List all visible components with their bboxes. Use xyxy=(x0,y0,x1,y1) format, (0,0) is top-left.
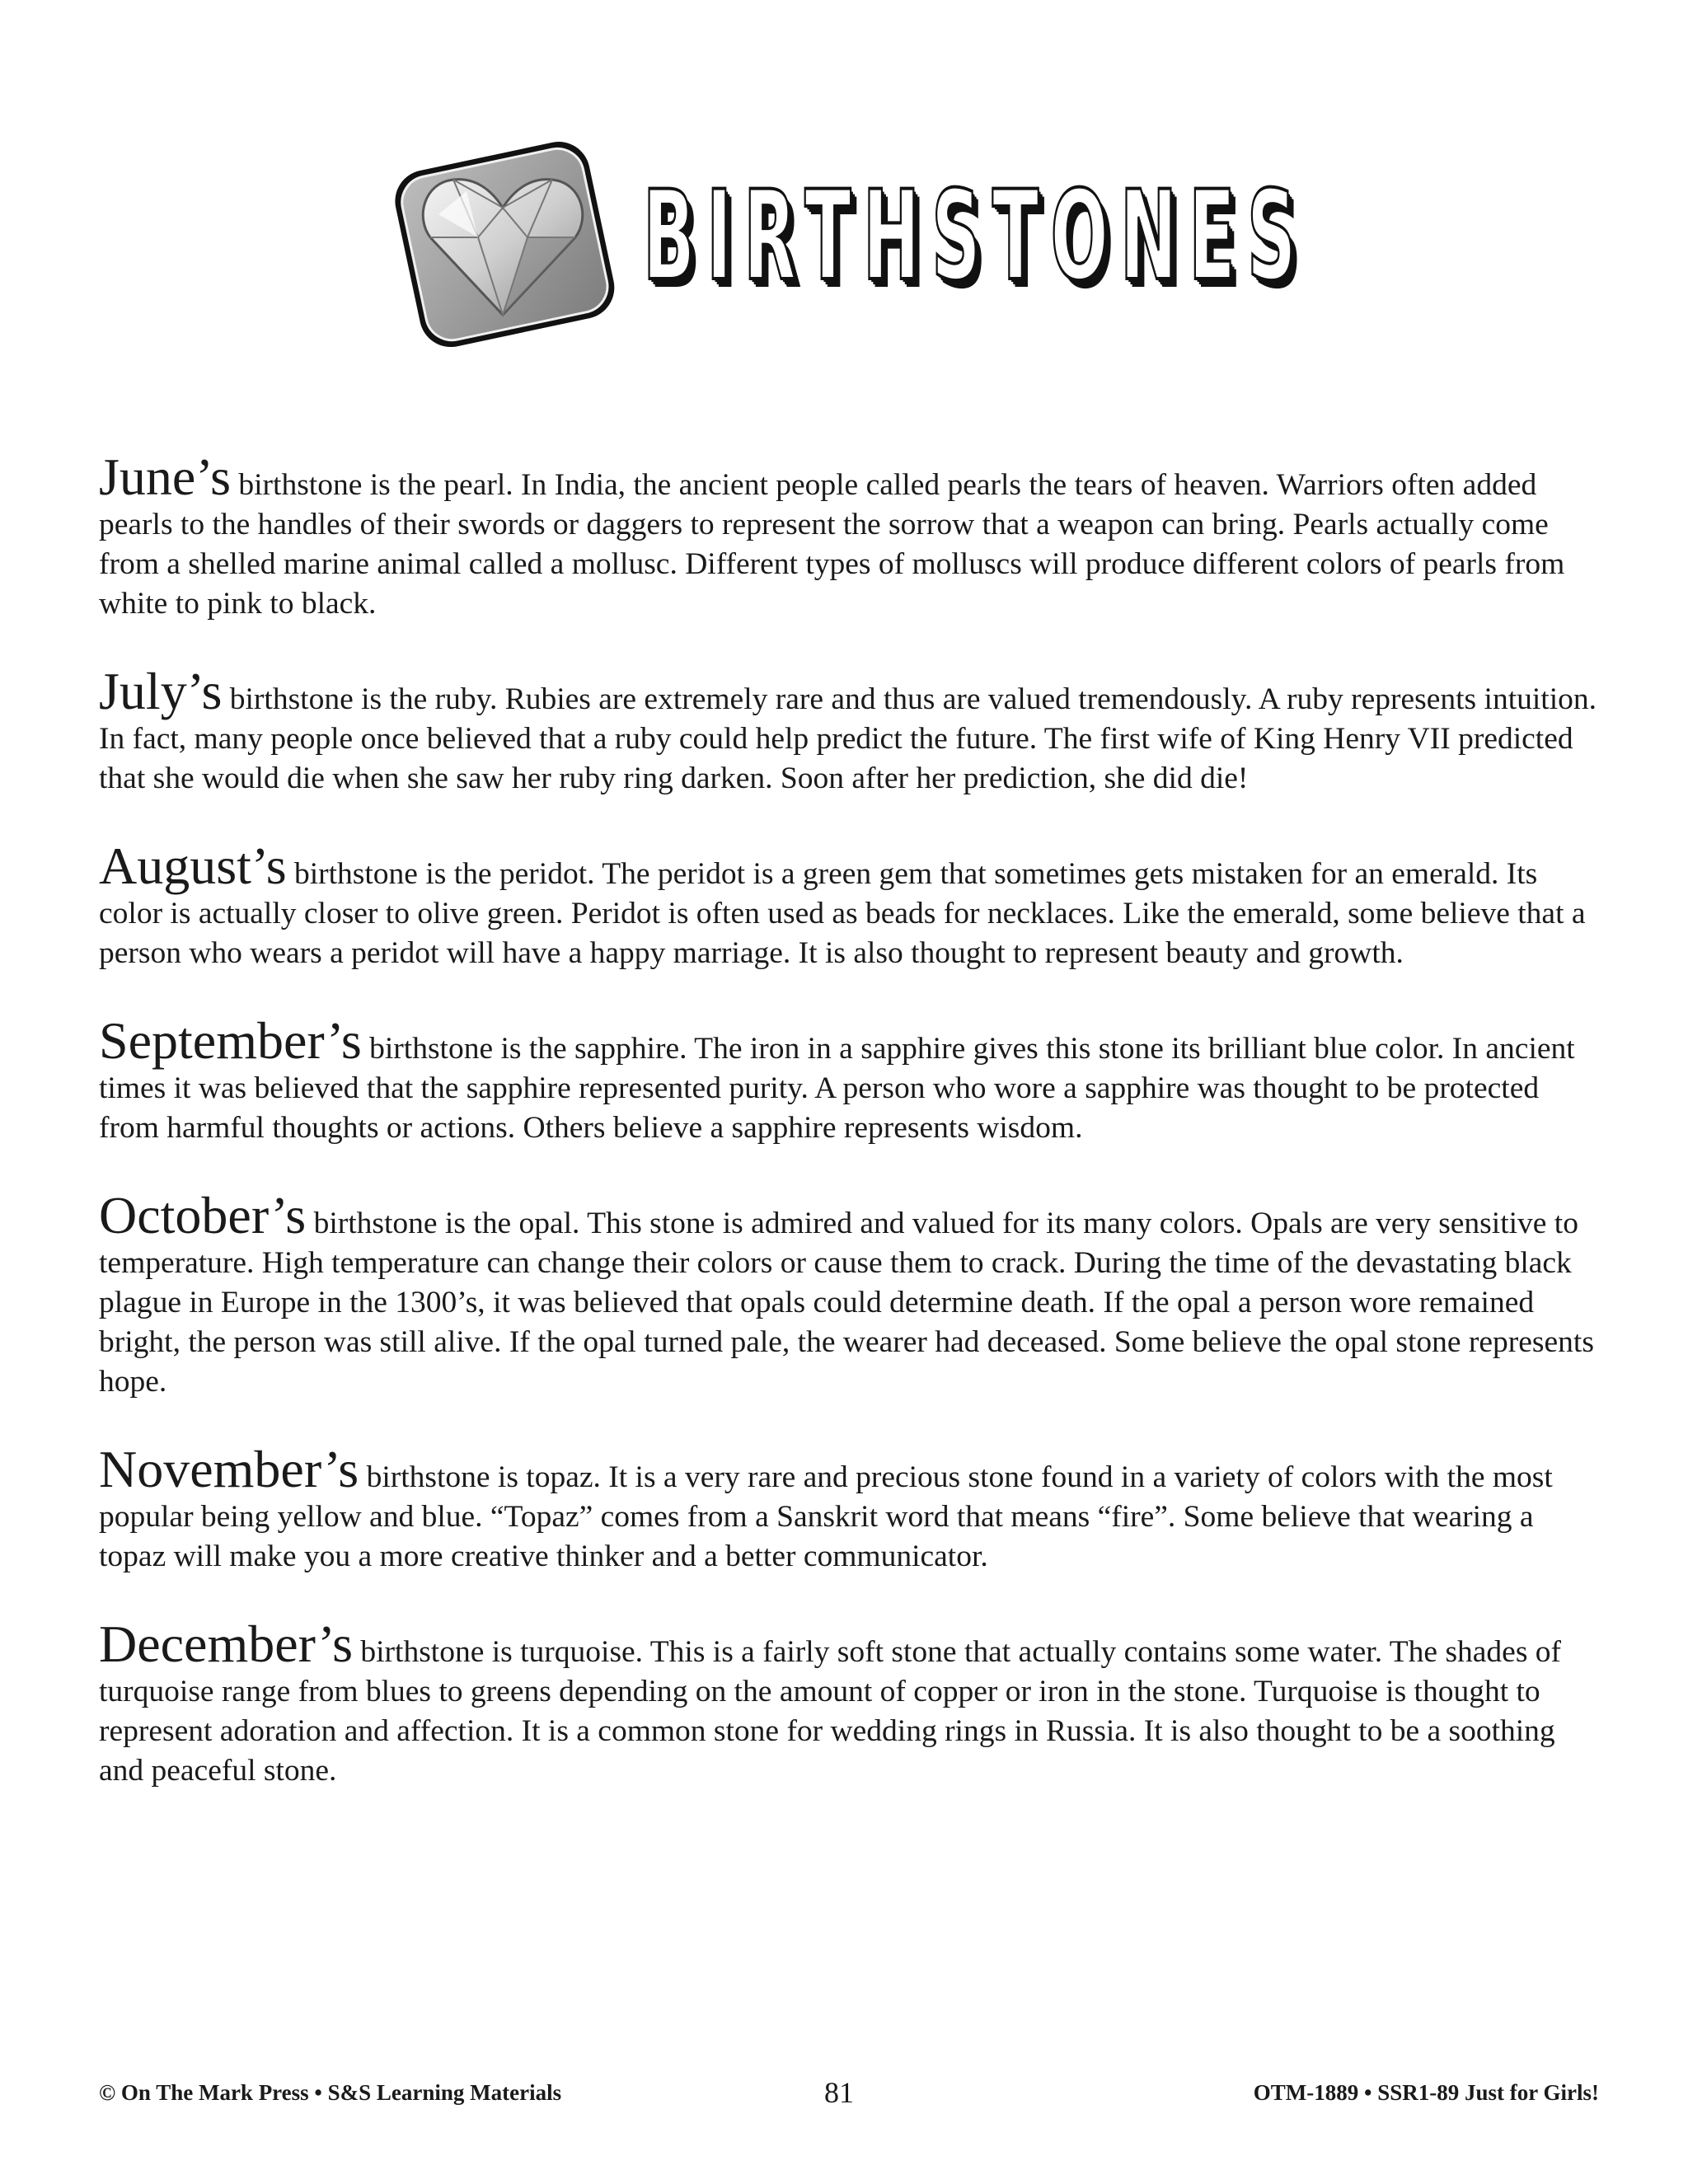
footer-copyright: © On The Mark Press • S&S Learning Materials xyxy=(99,2080,562,2105)
birthstone-paragraph-june xyxy=(99,448,1599,624)
month-heading: October’s xyxy=(99,1186,307,1244)
birthstone-paragraph-september xyxy=(99,1011,1599,1148)
month-heading: December’s xyxy=(99,1615,353,1673)
birthstone-paragraph-october xyxy=(99,1186,1599,1402)
paragraph-text: birthstone is the pearl. In India, the ancient people called pearls the tears of heaven. Warriors often added pearls to the handles of their swords or daggers to represent the sorrow that a weapon can bring. Pearls actually come from a shelled marine animal called a mollusc. Different types of molluscs will produce different colors of pearls from white to pink to black. xyxy=(99,468,1565,621)
article-body xyxy=(99,448,1599,1839)
month-heading: July’s xyxy=(99,662,223,720)
footer-product-code: OTM-1889 • SSR1-89 Just for Girls! xyxy=(1253,2080,1599,2105)
paragraph-text: birthstone is turquoise. This is a fairly soft stone that actually contains some water. The shades of turquoise range from blues to greens depending on the amount of copper or iron in the stone. Turquoise is thought to represent adoration and affection. It is a common stone for wedding rings in Russia. It is also thought to be a soothing and peaceful stone. xyxy=(99,1635,1562,1788)
page-header xyxy=(387,132,1308,354)
birthstone-paragraph-august xyxy=(99,837,1599,973)
birthstone-paragraph-november xyxy=(99,1440,1599,1577)
paragraph-text: birthstone is the sapphire. The iron in a sapphire gives this stone its brilliant blue color. In ancient times it was believed that the sapphire represented purity. A person who wore a sapphire was thought to be protected from harmful thoughts or actions. Others believe a sapphire represents wisdom. xyxy=(99,1032,1575,1145)
month-heading: August’s xyxy=(99,837,287,895)
page-number: 81 xyxy=(824,2076,854,2109)
paragraph-text: birthstone is the opal. This stone is admired and valued for its many colors. Opals are very sensitive to temperature. High temperature can change their colors or cause them to crack. During the time of the devastating black plague in Europe in the 1300’s, it was believed that opals could determine death. If the opal a person wore remained bright, the person was still alive. If the opal turned pale, the wearer had deceased. Some believe the opal stone represents hope. xyxy=(99,1207,1594,1399)
paragraph-text: birthstone is the ruby. Rubies are extremely rare and thus are valued tremendously. A ruby represents intuition. In fact, many people once believed that a ruby could help predict the future. The first wife of King Henry VII predicted that she would die when she saw her ruby ring darken. Soon after her prediction, she did die! xyxy=(99,682,1597,795)
month-heading: September’s xyxy=(99,1011,362,1070)
heart-gem-icon xyxy=(387,132,618,354)
birthstone-paragraph-july xyxy=(99,662,1599,799)
page-footer xyxy=(99,2075,1599,2116)
month-heading: November’s xyxy=(99,1440,359,1498)
paragraph-text: birthstone is the peridot. The peridot is a green gem that sometimes gets mistaken for an emerald. Its color is actually closer to olive green. Peridot is often used as beads for necklaces. Like the emerald, some believe that a person who wears a peridot will have a happy marriage. It is also thought to represent beauty and growth. xyxy=(99,857,1586,970)
birthstone-paragraph-december xyxy=(99,1615,1599,1791)
page-title: BIRTHSTONES xyxy=(643,165,1308,308)
month-heading: June’s xyxy=(99,448,231,506)
paragraph-text: birthstone is topaz. It is a very rare and precious stone found in a variety of colors with the most popular being yellow and blue. “Topaz” comes from a Sanskrit word that means “fire”. Some believe that wearing a topaz will make you a more creative thinker and a better communicator. xyxy=(99,1460,1553,1573)
